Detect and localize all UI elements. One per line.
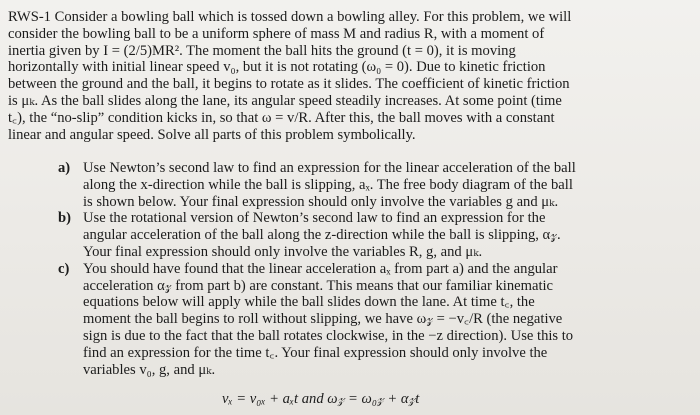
part-line: Use Newton’s second law to find an expression for the linear acceleration of the ball	[83, 160, 576, 176]
intro-line: inertia given by I = (2/5)MR². The moment the ball hits the ground (t = 0), it is moving	[8, 42, 516, 59]
problem-parts-list	[58, 160, 692, 378]
part-b	[58, 210, 692, 260]
part-a	[58, 160, 692, 210]
intro-line: consider the bowling ball to be a uniform sphere of mass M and radius R, with a moment of	[8, 25, 545, 42]
intro-line: between the ground and the ball, it begins to rotate as it slides. The coefficient of kinetic friction	[8, 76, 570, 93]
part-letter: c)	[58, 260, 70, 277]
part-line: is shown below. Your final expression should only involve the variables g and μₖ.	[83, 193, 559, 210]
intro-line: t꜀), the “no-slip” condition kicks in, so that ω = v/R. After this, the ball moves with a constant	[8, 109, 555, 126]
part-line: moment the ball begins to roll without slipping, we have ω𝓏 = −v꜀/R (the negative	[83, 311, 563, 328]
problem-intro	[8, 9, 692, 143]
part-line: along the x-direction while the ball is slipping, aₓ. The free body diagram of the ball	[83, 176, 573, 193]
part-letter: b)	[58, 210, 71, 227]
part-line: variables v₀, g, and μₖ.	[83, 361, 216, 378]
part-line: angular acceleration of the ball along the z-direction while the ball is slipping, α𝓏.	[83, 227, 561, 244]
part-line: You should have found that the linear acceleration aₓ from part a) and the angular	[83, 260, 558, 277]
part-line: Your final expression should only involve the variables R, g, and μₖ.	[83, 243, 483, 260]
part-letter: a)	[58, 160, 71, 176]
kinematic-equation: vₓ = v₀ₓ + aₓt and ω𝓏 = ω₀𝓏 + α𝓏t	[222, 391, 420, 407]
intro-line: is μₖ. As the ball slides along the lane, its angular speed steadily increases. At some point (time	[8, 92, 562, 109]
part-line: find an expression for the time t꜀. Your final expression should only involve the	[83, 344, 548, 361]
part-line: equations below will apply while the ball slides down the lane. At time t꜀, the	[83, 294, 535, 311]
intro-line: horizontally with initial linear speed v₀, but it is not rotating (ω₀ = 0). Due to kinetic friction	[8, 59, 546, 76]
intro-line: RWS-1 Consider a bowling ball which is tossed down a bowling alley. For this problem, we will	[8, 9, 572, 25]
part-line: Use the rotational version of Newton’s second law to find an expression for the	[83, 210, 546, 227]
part-line: sign is due to the fact that the ball rotates clockwise, in the −z direction). Use this to	[83, 327, 574, 344]
part-line: acceleration α𝓏 from part b) are constant. This means that our familiar kinematic	[83, 277, 554, 294]
part-c	[58, 261, 692, 379]
intro-line: linear and angular speed. Solve all parts of this problem symbolically.	[8, 126, 416, 143]
